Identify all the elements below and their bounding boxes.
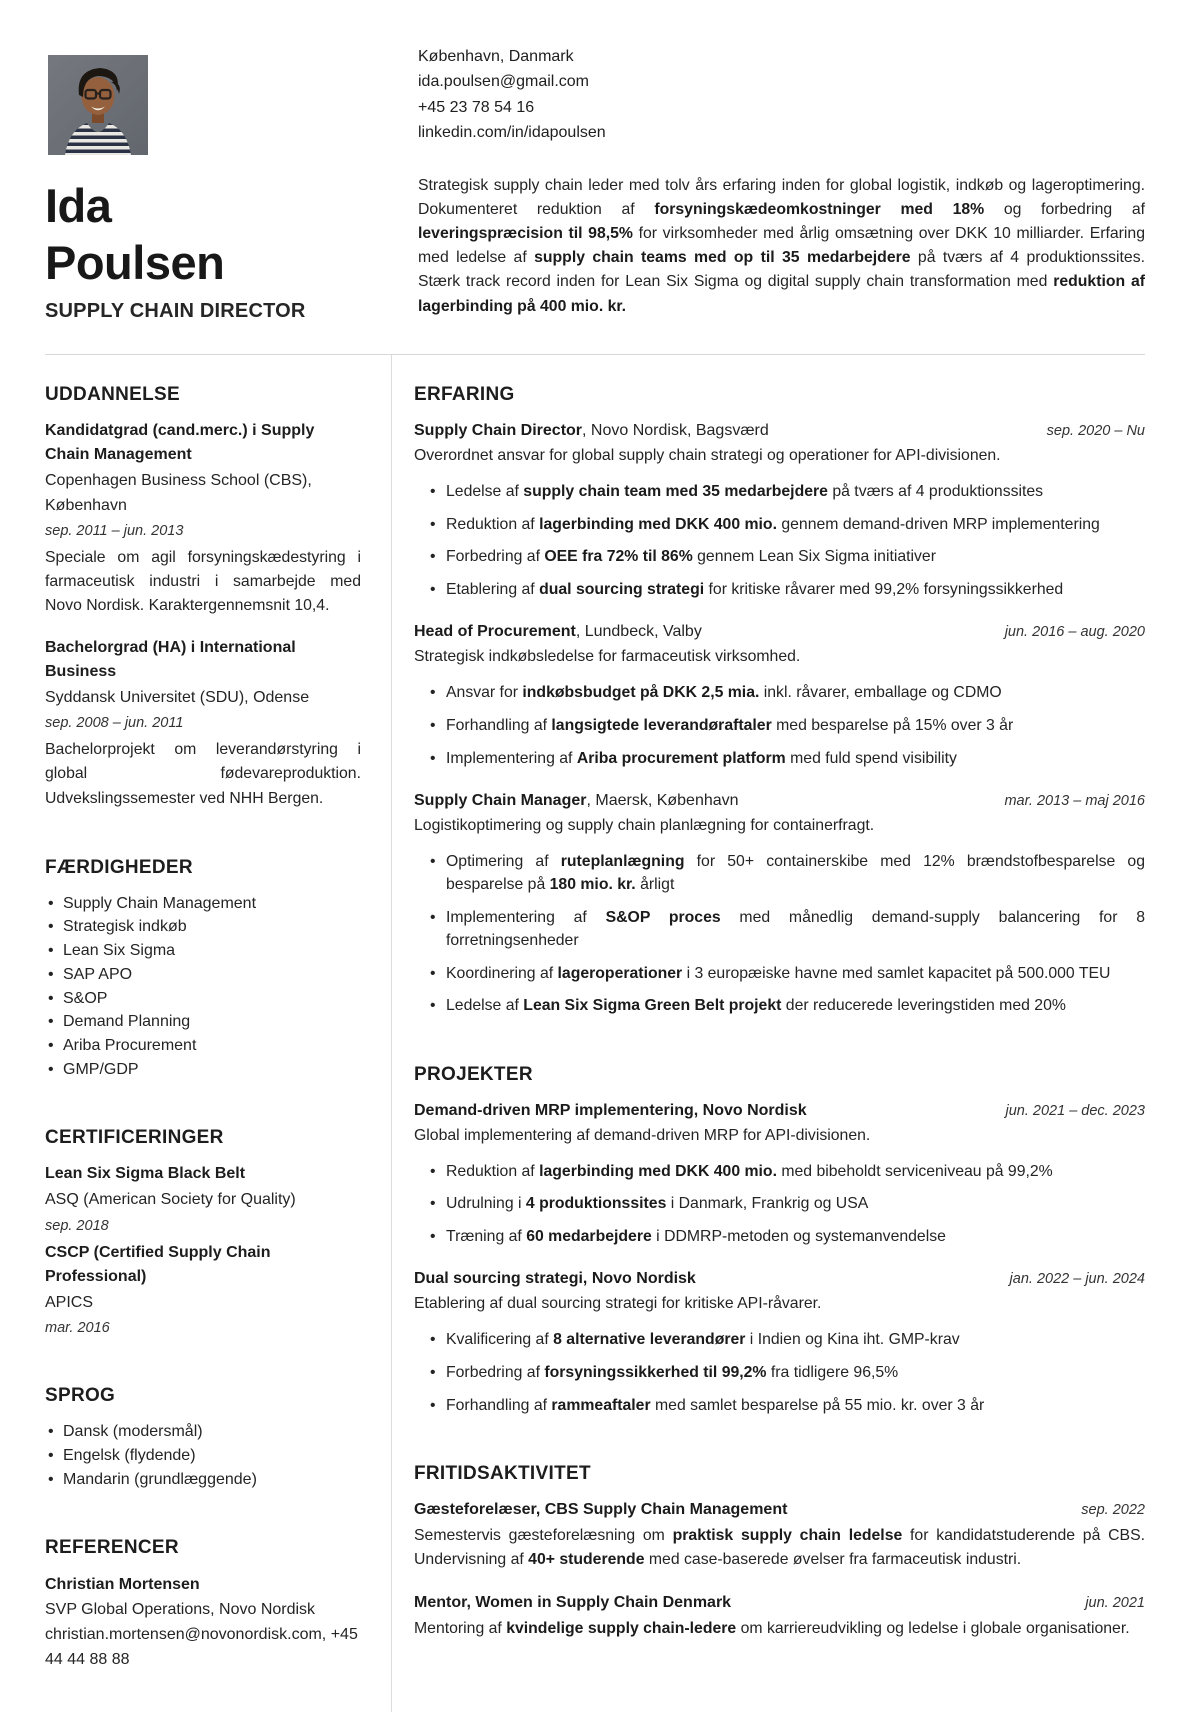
contact-email: ida.poulsen@gmail.com bbox=[418, 73, 589, 91]
skills-heading: FÆRDIGHEDER bbox=[45, 856, 193, 878]
achievement-bullet: • Etablering af dual sourcing strategi for kritiske råvarer med 99,2% forsyningssikkerhed bbox=[428, 578, 1145, 601]
education-dates: sep. 2011 – jun. 2013 bbox=[45, 523, 184, 539]
activity-dates: jun. 2021 bbox=[1085, 1595, 1145, 1612]
references-heading: REFERENCER bbox=[45, 1537, 179, 1559]
activity-entry bbox=[414, 1498, 1145, 1572]
skill-item: • Supply Chain Management bbox=[45, 892, 361, 916]
section-references bbox=[45, 1537, 361, 1672]
school-name: Copenhagen Business School (CBS), København bbox=[45, 472, 312, 514]
project-summary: Etablering af dual sourcing strategi for kritiske API-råvarer. bbox=[414, 1295, 822, 1313]
job-summary: Logistikoptimering og supply chain planlægning for containerfragt. bbox=[414, 816, 875, 834]
identity-block bbox=[45, 42, 418, 323]
project-summary: Global implementering af demand-driven MRP for API-divisionen. bbox=[414, 1126, 871, 1144]
education-entry bbox=[45, 419, 361, 619]
contact-block bbox=[418, 44, 1145, 146]
job-dates: sep. 2020 – Nu bbox=[1046, 423, 1145, 439]
achievement-bullet: • Optimering af ruteplanlægning for 50+ containerskibe med 12% brændstofbesparelse og besparelse på 180 mio. kr. årligt bbox=[428, 850, 1145, 896]
activity-title: Mentor, Women in Supply Chain Denmark bbox=[414, 1594, 732, 1612]
skill-item: • SAP APO bbox=[45, 963, 361, 987]
achievement-bullet: • Forbedring af OEE fra 72% til 86% gennem Lean Six Sigma initiativer bbox=[428, 545, 1145, 568]
contact-phone: +45 23 78 54 16 bbox=[418, 98, 535, 116]
section-experience bbox=[414, 384, 1145, 1018]
resume-header bbox=[45, 42, 1145, 323]
certification-entry bbox=[45, 1241, 361, 1340]
achievement-bullet: • Reduktion af lagerbinding med DKK 400 mio. gennem demand-driven MRP implementering bbox=[428, 513, 1145, 536]
project-entry bbox=[414, 1099, 1145, 1249]
portrait-illustration bbox=[48, 55, 148, 155]
skill-item: • Ariba Procurement bbox=[45, 1034, 361, 1058]
sidebar bbox=[45, 355, 391, 1712]
section-education bbox=[45, 384, 361, 811]
experience-heading: ERFARING bbox=[414, 384, 515, 405]
contact-linkedin: linkedin.com/in/idapoulsen bbox=[418, 124, 606, 142]
job-summary: Strategisk indkøbsledelse for farmaceutisk virksomhed. bbox=[414, 648, 801, 666]
name-first: Ida bbox=[45, 179, 112, 232]
languages-list bbox=[45, 1420, 361, 1491]
achievement-bullet: • Ledelse af supply chain team med 35 medarbejdere på tværs af 4 produktionssites bbox=[428, 480, 1145, 503]
job-achievements bbox=[428, 480, 1145, 601]
job-achievements bbox=[428, 850, 1145, 1018]
job-header bbox=[414, 789, 1145, 813]
job-title: Supply Chain Director, Novo Nordisk, Bagsværd bbox=[414, 422, 769, 439]
language-item: • Engelsk (flydende) bbox=[45, 1444, 361, 1468]
reference-role: SVP Global Operations, Novo Nordisk bbox=[45, 1601, 316, 1619]
skill-item: • Strategisk indkøb bbox=[45, 915, 361, 939]
section-projects bbox=[414, 1064, 1145, 1417]
skills-list bbox=[45, 892, 361, 1082]
achievement-bullet: • Træning af 60 medarbejdere i DDMRP-metoden og systemanvendelse bbox=[428, 1225, 1145, 1248]
school-name: Syddansk Universitet (SDU), Odense bbox=[45, 688, 310, 706]
job-title: Head of Procurement, Lundbeck, Valby bbox=[414, 623, 702, 641]
contact-location: København, Danmark bbox=[418, 48, 574, 65]
education-heading: UDDANNELSE bbox=[45, 384, 180, 405]
job-header bbox=[414, 419, 1145, 443]
degree-title: Kandidatgrad (cand.merc.) i Supply Chain Management bbox=[45, 422, 315, 463]
certifications-heading: CERTIFICERINGER bbox=[45, 1127, 224, 1149]
languages-heading: SPROG bbox=[45, 1385, 116, 1407]
project-achievements bbox=[428, 1328, 1145, 1417]
job-dates: mar. 2013 – maj 2016 bbox=[1004, 792, 1145, 809]
skill-item: • GMP/GDP bbox=[45, 1058, 361, 1082]
profile-photo bbox=[48, 55, 148, 155]
reference-contact: christian.mortensen@novonordisk.com, +45 44 44 88 88 bbox=[45, 1626, 358, 1669]
activity-header bbox=[414, 1591, 1145, 1615]
skill-item: • Demand Planning bbox=[45, 1010, 361, 1034]
name-last: Poulsen bbox=[45, 236, 225, 289]
job-achievements bbox=[428, 681, 1145, 770]
section-languages bbox=[45, 1385, 361, 1491]
experience-entry bbox=[414, 419, 1145, 601]
activity-header bbox=[414, 1498, 1145, 1522]
project-dates: jan. 2022 – jun. 2024 bbox=[1009, 1271, 1145, 1288]
achievement-bullet: • Ansvar for indkøbsbudget på DKK 2,5 mia. inkl. råvarer, emballage og CDMO bbox=[428, 681, 1145, 704]
achievement-bullet: • Kvalificering af 8 alternative leverandører i Indien og Kina iht. GMP-krav bbox=[428, 1328, 1145, 1351]
certification-issuer: ASQ (American Society for Quality) bbox=[45, 1191, 296, 1209]
achievement-bullet: • Koordinering af lageroperationer i 3 europæiske havne med samlet kapacitet på 500.000 TEU bbox=[428, 962, 1145, 985]
language-item: • Mandarin (grundlæggende) bbox=[45, 1468, 361, 1492]
activity-entry bbox=[414, 1591, 1145, 1641]
resume-body bbox=[45, 355, 1145, 1712]
project-title: Dual sourcing strategi, Novo Nordisk bbox=[414, 1270, 696, 1288]
projects-heading: PROJEKTER bbox=[414, 1063, 533, 1085]
achievement-bullet: • Forhandling af rammeaftaler med samlet besparelse på 55 mio. kr. over 3 år bbox=[428, 1394, 1145, 1417]
education-dates: sep. 2008 – jun. 2011 bbox=[45, 715, 184, 732]
achievement-bullet: • Forhandling af langsigtede leverandøraftaler med besparelse på 15% over 3 år bbox=[428, 714, 1145, 737]
activity-description: Mentoring af kvindelige supply chain-ledere om karriereudvikling og ledelse i globale organisationer. bbox=[414, 1620, 1130, 1638]
achievement-bullet: • Implementering af S&OP proces med månedlig demand-supply balancering for 8 forretningsenheder bbox=[428, 906, 1145, 952]
section-activities bbox=[414, 1463, 1145, 1642]
activities-heading: FRITIDSAKTIVITET bbox=[414, 1462, 591, 1484]
activity-dates: sep. 2022 bbox=[1081, 1501, 1145, 1518]
project-dates: jun. 2021 – dec. 2023 bbox=[1005, 1102, 1145, 1119]
achievement-bullet: • Implementering af Ariba procurement platform med fuld spend visibility bbox=[428, 747, 1145, 770]
reference-name: Christian Mortensen bbox=[45, 1576, 200, 1594]
candidate-name bbox=[45, 177, 418, 291]
job-header bbox=[414, 620, 1145, 644]
job-title: Supply Chain Manager, Maersk, København bbox=[414, 791, 739, 809]
achievement-bullet: • Reduktion af lagerbinding med DKK 400 mio. med bibeholdt serviceniveau på 99,2% bbox=[428, 1160, 1145, 1183]
certification-title: Lean Six Sigma Black Belt bbox=[45, 1165, 246, 1183]
job-dates: jun. 2016 – aug. 2020 bbox=[1004, 624, 1145, 641]
education-description: Bachelorprojekt om leverandørstyring i global fødevareproduktion. Udvekslingssemester ved NHH Bergen. bbox=[45, 741, 361, 807]
certification-issuer: APICS bbox=[45, 1293, 94, 1311]
profile-summary: Strategisk supply chain leder med tolv års erfaring inden for global logistik, indkøb og lageroptimering. Dokumenteret reduktion af forsyningskædeomkostninger med 18% og forbedring af leveringspræcision til 98,5% for virksomheder med årlig omsætning over DKK 10 milliarder. Erfaring med ledelse af supply chain teams med op til 35 medarbejdere på tværs af 4 produktionssites. Stærk track record inden for Lean Six Sigma og digital supply chain transformation med reduktion af lagerbinding på 400 mio. kr. bbox=[418, 176, 1146, 315]
achievement-bullet: • Udrulning i 4 produktionssites i Danmark, Frankrig og USA bbox=[428, 1192, 1145, 1215]
main-column bbox=[391, 355, 1145, 1712]
header-right bbox=[418, 42, 1145, 323]
skill-item: • Lean Six Sigma bbox=[45, 939, 361, 963]
certification-entry bbox=[45, 1162, 361, 1237]
certification-date: mar. 2016 bbox=[45, 1320, 110, 1337]
language-item: • Dansk (modersmål) bbox=[45, 1420, 361, 1444]
project-header bbox=[414, 1267, 1145, 1291]
degree-title: Bachelorgrad (HA) i International Business bbox=[45, 638, 296, 680]
section-certifications bbox=[45, 1127, 361, 1339]
experience-entry bbox=[414, 789, 1145, 1018]
project-entry bbox=[414, 1267, 1145, 1417]
experience-entry bbox=[414, 620, 1145, 770]
candidate-title: SUPPLY CHAIN DIRECTOR bbox=[45, 300, 306, 322]
certification-title: CSCP (Certified Supply Chain Professional) bbox=[45, 1243, 271, 1285]
education-description: Speciale om agil forsyningskædestyring i farmaceutisk industri i samarbejde med Novo Nordisk. Karaktergennemsnit 10,4. bbox=[45, 549, 361, 615]
achievement-bullet: • Ledelse af Lean Six Sigma Green Belt projekt der reducerede leveringstiden med 20% bbox=[428, 994, 1145, 1017]
achievement-bullet: • Forbedring af forsyningssikkerhed til 99,2% fra tidligere 96,5% bbox=[428, 1361, 1145, 1384]
activity-description: Semestervis gæsteforelæsning om praktisk supply chain ledelse for kandidatstuderende på CBS. Undervisning af 40+ studerende med case-baserede øvelser fra farmaceutisk industri. bbox=[414, 1526, 1145, 1569]
project-achievements bbox=[428, 1160, 1145, 1249]
certification-date: sep. 2018 bbox=[45, 1217, 109, 1234]
activity-title: Gæsteforelæser, CBS Supply Chain Management bbox=[414, 1500, 788, 1518]
education-entry bbox=[45, 636, 361, 811]
section-skills bbox=[45, 857, 361, 1082]
project-header bbox=[414, 1099, 1145, 1123]
job-summary: Overordnet ansvar for global supply chain strategi og operationer for API-divisionen. bbox=[414, 447, 1001, 464]
project-title: Demand-driven MRP implementering, Novo Nordisk bbox=[414, 1101, 807, 1119]
skill-item: • S&OP bbox=[45, 987, 361, 1011]
